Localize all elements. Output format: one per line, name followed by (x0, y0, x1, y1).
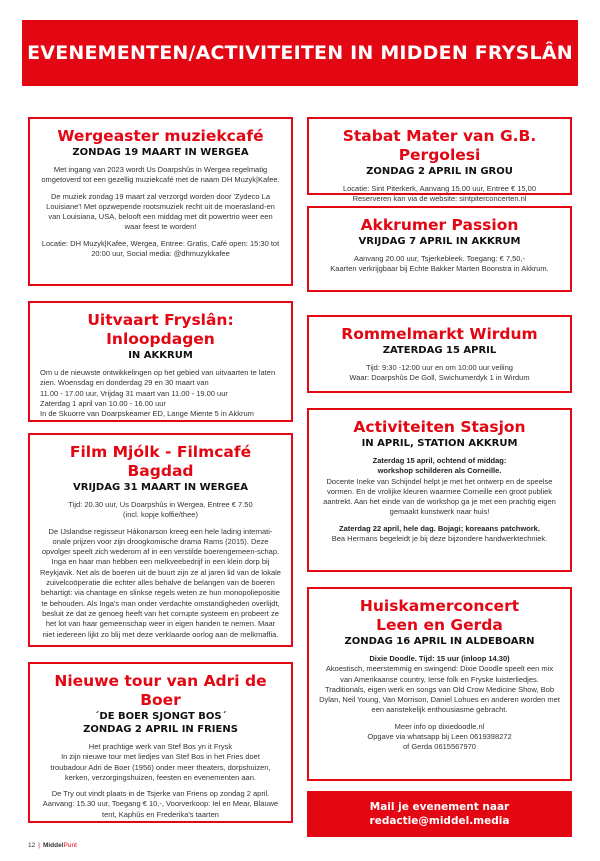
event-text: Meer info op dixiedoodle.nl (394, 721, 485, 731)
event-text: Tijd: 20.30 uur, Us Doarpshûs in Wergea, Entree € 7.50 (68, 500, 253, 509)
event-uitvaart (28, 301, 293, 422)
event-bold-text: Zaterdag 22 april, hele dag. Bojagi; koreaans patchwork. (339, 523, 540, 533)
event-subtitle: ´DE BOER SJONGT BOS´ (94, 711, 227, 722)
event-subtitle: ZONDAG 19 MAART IN WERGEA (72, 147, 249, 158)
event-bold-text: Zaterdag 15 april, ochtend of middag: (372, 456, 507, 465)
event-text: kerken, verzorgingshuizen, feesten en evenementen aan. (65, 772, 256, 782)
event-text: In zijn nieuwe tour met liedjes van Stef Bos in het Fries doet (61, 752, 260, 762)
event-stasjon (307, 408, 572, 572)
event-subtitle: ZONDAG 2 APRIL IN FRIENS (83, 724, 238, 735)
event-subtitle: VRIJDAG 7 APRIL IN AKKRUM (358, 236, 521, 247)
event-title: Wergeaster muziekcafé (57, 127, 264, 145)
event-film-mjolk (28, 433, 293, 647)
event-line: Zaterdag 1 april van 10.00 - 16.00 uur (40, 398, 166, 408)
event-text: Aanvang 20.00 uur, Tsjerkebleek. Toegang: € 7,50,- (353, 254, 526, 263)
event-subtitle: IN APRIL, STATION AKKRUM (361, 438, 518, 449)
event-wergeaster (28, 117, 293, 286)
event-text: De muziek zondag 19 maart zal verzorgd worden door 'Zydeco La Louisiane'! Met opzwepende rootsmuziek recht uit de moerasland-en van Louisiana, USA, belooft een middag met dit powertrio weer een waar feest te worden! (46, 191, 275, 232)
event-text: Locatie: DH Muzyk|Kafee, Wergea, Entree: Gratis, Café open: 15:30 tot 20:00 uur, Social media: @dhmuzykkafee (41, 238, 280, 259)
page-footer (28, 842, 77, 849)
event-title: Akkrumer Passion (360, 216, 519, 234)
event-text: Reserveren kan via de website: sintpiterconcerten.nl (352, 194, 527, 204)
event-subtitle: ZONDAG 2 APRIL IN GROU (366, 166, 513, 177)
event-subtitle: ZONDAG 16 APRIL IN ALDEBOARN (344, 636, 535, 647)
event-text: De IJslandse regisseur Hákonarson kreeg een hele lading internati-onale prijzen voor zijn droogkomische drama Rams (2015). Deze opvolger speelt zich wederom af in een verstilde boerengemeen-schap. Inga en haar man hebben een melkveebedrijf in een klein dorp bij Reykjavik. Net als de boeren uit de buurt zijn ze al jaren lid van de lokale zuivelcoöperatie die echter alles behalve de belangen van de boeren behartigt: via chantage en slinkse regels weten ze hun monopoliepositie te behouden. Als Inga's man onder verdachte omstandigheden overlijdt, besluit ze dat ze genoeg heeft van het corrupte systeem en probeert ze het lot van haar gemeenschap weer in eigen handen te nemen. Maar niet iedereen lijkt zo blij met deze verklaarde oorlog aan de melkmaffia. (40, 526, 281, 639)
event-text: Het prachtige werk van Stef Bos yn it Frysk (88, 742, 233, 751)
mail-line: Mail je evenement naar (369, 801, 510, 813)
footer-brand: MiddelPunt (42, 842, 77, 849)
event-title: Activiteiten Stasjon (353, 418, 526, 436)
event-text: Bea Hermans begeleidt je bij deze bijzondere handwerktechniek. (331, 534, 548, 544)
page-number: 12 (28, 842, 36, 849)
event-text: Waar: Doarpshûs De Goll, Swichumerdyk 1 in Wirdum (349, 373, 530, 383)
event-schedule (40, 389, 281, 420)
event-title: Film Mjólk - Filmcafé Bagdad (69, 443, 252, 480)
event-subtitle: VRIJDAG 31 MAART IN WERGEA (73, 482, 248, 493)
event-text: Docente Ineke van Schijndel helpt je met het ontwerp en de speelse vormen. En de vrolijke kleuren waarmee Corneille een groot publiek aantrekt. Aan het einde van de workshop ga je met een prachtig eigen gemaakt kunstwerk naar huis! (323, 476, 556, 517)
event-title: Huiskamerconcert (359, 597, 520, 615)
event-bold-text: Dixie Doodle. Tijd: 15 uur (inloop 14.30) (369, 654, 510, 663)
event-line: 11.00 - 17.00 uur, Vrijdag 31 maart van 11.00 - 19.00 uur (40, 388, 228, 398)
event-text: Akoestisch, meerstemmig en swingend: Dixie Doodle speelt een mix van Amerikaanse country, Ierse folk en Fryske luisterliedjes. Traditionals, eigen werk en songs van Old Crow Medicine Show, Bob Dylan, Neil Young, Van Morrison, Daniel Lohues en anderen worden met een aanstekelijk enthousiasme gebracht. (319, 664, 560, 715)
event-title: Nieuwe tour van Adri de Boer (54, 672, 267, 709)
event-title-line2: Leen en Gerda (376, 616, 503, 634)
event-title: Stabat Mater van G.B. Pergolesi (342, 127, 537, 164)
event-huiskamerconcert (307, 587, 572, 781)
event-text: Opgave via whatsapp bij Leen 0619398272 (367, 732, 512, 742)
event-akkrumer-passion (307, 206, 572, 292)
footer-separator: | (38, 842, 40, 849)
event-text: De Try out vindt plaats in de Tsjerke van Friens op zondag 2 april. Aanvang: 15.30 uur, Toegang € 10,-, Voorverkoop: Iel en Mear, Blauwe tent, Kaphûs en Frederika's taarten (42, 789, 279, 819)
event-title: Uitvaart Fryslân: Inloopdagen (87, 311, 234, 348)
event-adri-de-boer-tour (28, 662, 293, 823)
event-text: Tijd: 9:30 -12:00 uur en om 10:00 uur veiling (366, 363, 513, 372)
event-text: (incl. kopje koffie/thee) (123, 510, 198, 520)
event-title: Rommelmarkt Wirdum (341, 325, 538, 343)
banner-title: EVENEMENTEN/ACTIVITEITEN IN MIDDEN FRYSLÂN (27, 42, 573, 64)
event-rommelmarkt (307, 315, 572, 393)
event-text: Met ingang van 2023 wordt Us Doarpshûs in Wergea regelmatig omgetoverd tot een gezellig muziekcafé met de naam DH Muzyk|Kafee. (41, 165, 280, 185)
event-text: Locatie: Sint Piterkerk, Aanvang 15.00 uur, Entree € 15,00 (342, 184, 537, 193)
event-subtitle: IN AKKRUM (128, 350, 193, 361)
mail-event-callout[interactable] (307, 791, 572, 837)
mail-address-link[interactable]: redactie@middel.media (369, 815, 510, 827)
event-text: Om u de nieuwste ontwikkelingen op het gebied van uitvaarten te laten zien. Woensdag en donderdag 29 en 30 maart van (40, 368, 276, 388)
event-bold-text: workshop schilderen als Corneille. (377, 466, 502, 476)
event-text: of Gerda 0615567970 (403, 742, 476, 752)
event-line: In de Skuorre van Doarpskeamer ED, Lange Miente 5 in Akkrum (40, 409, 254, 419)
event-text: troubadour Adri de Boer (1956) onder meer theaters, dorpshuizen, (50, 762, 271, 772)
event-stabat-mater (307, 117, 572, 204)
event-subtitle: ZATERDAG 15 APRIL (382, 345, 497, 356)
event-text: Kaarten verkrijgbaar bij Echte Bakker Marten Boonstra in Akkrum. (330, 264, 549, 274)
page-banner (22, 20, 578, 86)
